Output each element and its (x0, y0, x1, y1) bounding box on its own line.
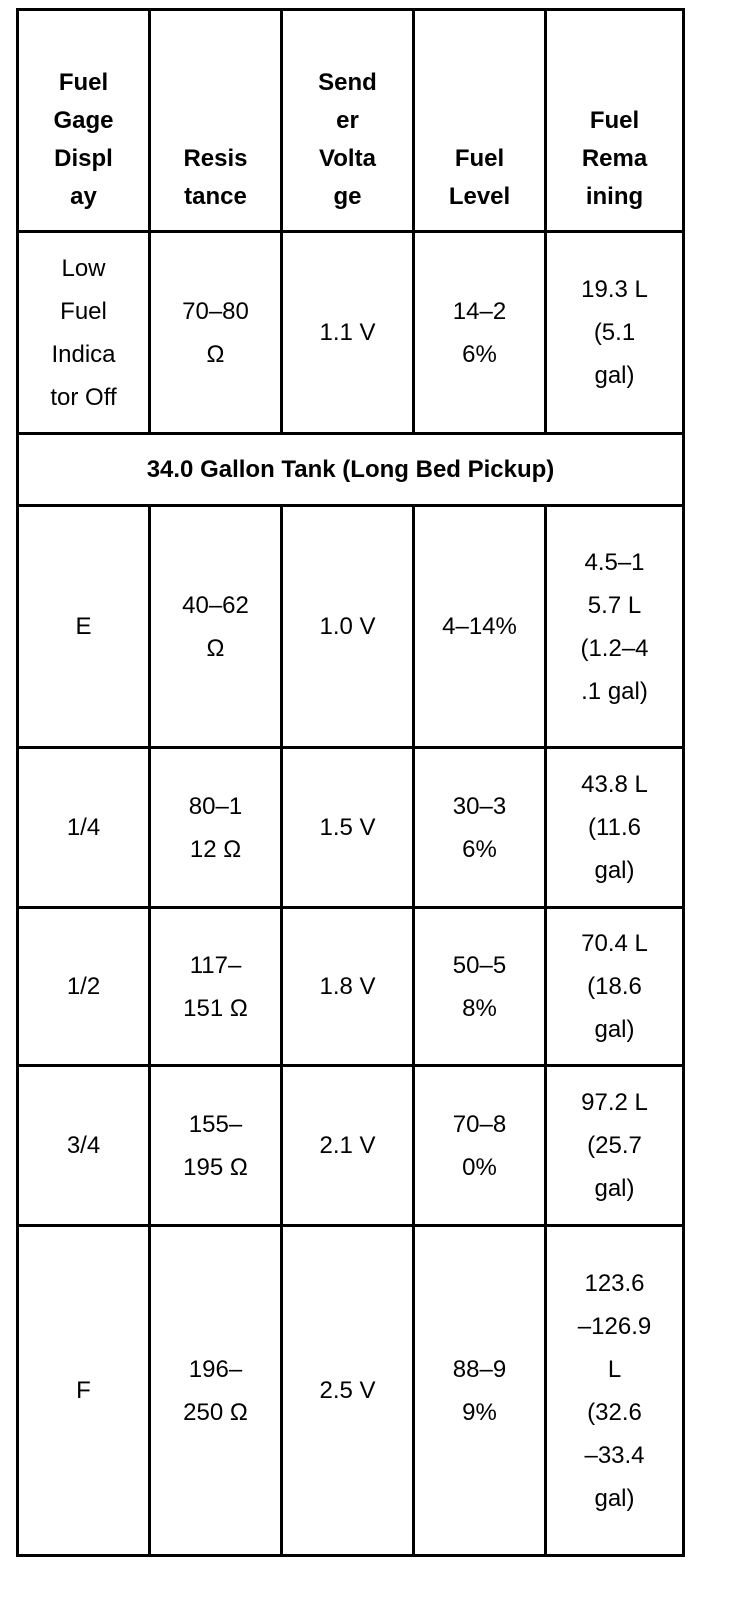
cell-remaining (546, 1226, 684, 1556)
cell-text-line: (18.6 (587, 973, 642, 1000)
cell-text-line: 70.4 L (581, 930, 648, 957)
cell-text-line: 50–5 (452, 951, 507, 979)
cell-remaining (546, 908, 684, 1066)
cell-text-line: Displ (54, 145, 113, 172)
cell-text-line: F (76, 1377, 91, 1404)
cell-text-line: gal) (594, 362, 635, 389)
cell-level (414, 232, 546, 434)
cell-text-line: Gage (53, 107, 114, 134)
cell-text-line: 43.8 L (581, 771, 648, 798)
cell-text-line: 117– (189, 951, 242, 979)
cell-voltage (282, 1226, 414, 1556)
cell-text-line: 6% (462, 835, 497, 863)
cell-text-line: gal) (594, 1484, 635, 1512)
cell-text-line: Indica (51, 340, 116, 368)
cell-resistance (150, 748, 282, 908)
cell-text-line: 4–14% (442, 613, 517, 640)
table-row (18, 1066, 684, 1226)
cell-level (414, 1066, 546, 1226)
section-title: 34.0 Gallon Tank (Long Bed Pickup) (18, 434, 684, 506)
cell-level (414, 1226, 546, 1556)
cell-text-line: Fuel (589, 107, 640, 134)
cell-text-line: 1/4 (66, 814, 101, 841)
header-fuel-gage-display (18, 10, 150, 232)
table-row (18, 232, 684, 434)
cell-level (414, 748, 546, 908)
cell-text-line: 2.1 V (319, 1132, 376, 1159)
cell-text-line: 3/4 (66, 1132, 101, 1159)
cell-remaining (546, 232, 684, 434)
cell-text-line: Low (61, 254, 106, 282)
cell-text-line: –126.9 (577, 1312, 652, 1340)
cell-text-line: (5.1 (593, 319, 636, 346)
cell-text-line: 40–62 (182, 591, 249, 619)
cell-text-line: 0% (462, 1153, 497, 1181)
cell-text-line: 195 Ω (183, 1153, 248, 1181)
cell-text-line: (32.6 (587, 1398, 642, 1426)
cell-voltage (282, 908, 414, 1066)
cell-display (18, 232, 150, 434)
cell-text-line: 97.2 L (581, 1089, 648, 1116)
cell-text-line: er (336, 107, 359, 134)
cell-remaining (546, 748, 684, 908)
cell-text-line: 155– (188, 1110, 243, 1138)
cell-text-line: ining (585, 183, 644, 210)
cell-text-line: 2.5 V (319, 1377, 376, 1404)
cell-text-line: –33.4 (584, 1441, 645, 1469)
cell-text-line: 1.8 V (319, 973, 376, 1000)
cell-text-line: 1.1 V (319, 319, 376, 346)
cell-text-line: tor Off (50, 383, 117, 411)
cell-display (18, 1066, 150, 1226)
cell-text-line: Level (448, 183, 511, 210)
header-fuel-level (414, 10, 546, 232)
cell-text-line: Resis (183, 145, 248, 172)
cell-text-line: 80–1 (188, 792, 243, 820)
cell-text-line: Ω (206, 340, 225, 368)
header-sender-voltage (282, 10, 414, 232)
cell-resistance (150, 1066, 282, 1226)
cell-display (18, 748, 150, 908)
cell-resistance (150, 1226, 282, 1556)
cell-text-line: 30–3 (452, 792, 507, 820)
cell-text-line: ay (70, 183, 97, 210)
table-row (18, 1226, 684, 1556)
cell-text-line: 151 Ω (183, 994, 248, 1022)
cell-text-line: tance (184, 183, 247, 210)
cell-voltage (282, 232, 414, 434)
cell-text-line: 5.7 L (587, 591, 642, 619)
cell-text-line: ge (333, 183, 362, 210)
fuel-gage-table (16, 8, 685, 1557)
table-row (18, 748, 684, 908)
cell-text-line: 6% (462, 340, 497, 368)
cell-text-line: 196– (188, 1355, 243, 1383)
cell-text-line: Fuel (454, 145, 505, 172)
cell-text-line: 8% (462, 994, 497, 1022)
cell-level (414, 506, 546, 748)
cell-level (414, 908, 546, 1066)
cell-text-line: Send (318, 69, 377, 96)
cell-text-line: Rema (581, 145, 648, 172)
header-fuel-remaining (546, 10, 684, 232)
cell-text-line: 1/2 (66, 973, 101, 1000)
cell-remaining (546, 506, 684, 748)
cell-remaining (546, 1066, 684, 1226)
table-row (18, 506, 684, 748)
cell-text-line: Ω (206, 634, 225, 662)
cell-text-line: 123.6 (584, 1269, 645, 1297)
cell-text-line: 70–80 (182, 297, 249, 325)
cell-text-line: .1 gal) (581, 677, 648, 705)
cell-text-line: E (75, 613, 92, 640)
cell-text-line: L (607, 1355, 622, 1383)
table-row (18, 908, 684, 1066)
cell-voltage (282, 506, 414, 748)
cell-text-line: Fuel (60, 297, 107, 325)
cell-text-line: 4.5–1 (584, 548, 645, 576)
cell-text-line: gal) (594, 1175, 635, 1202)
cell-text-line: 250 Ω (183, 1398, 248, 1426)
cell-resistance (150, 908, 282, 1066)
cell-text-line: (25.7 (587, 1132, 642, 1159)
cell-text-line: 19.3 L (581, 276, 648, 303)
cell-text-line: gal) (594, 1016, 635, 1043)
section-title-row (18, 434, 684, 506)
cell-text-line: (11.6 (588, 814, 641, 841)
cell-text-line: (1.2–4 (580, 634, 649, 662)
cell-voltage (282, 1066, 414, 1226)
table-header-row (18, 10, 684, 232)
cell-resistance (150, 506, 282, 748)
cell-text-line: 70–8 (452, 1110, 507, 1138)
cell-text-line: 12 Ω (189, 835, 242, 863)
cell-text-line: gal) (594, 857, 635, 884)
cell-text-line: 14–2 (452, 297, 507, 325)
cell-text-line: Volta (319, 145, 376, 172)
cell-text-line: 1.0 V (319, 613, 376, 640)
cell-display (18, 506, 150, 748)
cell-text-line: Fuel (58, 69, 109, 96)
cell-text-line: 9% (462, 1398, 497, 1426)
cell-display (18, 1226, 150, 1556)
cell-display (18, 908, 150, 1066)
cell-voltage (282, 748, 414, 908)
cell-text-line: 88–9 (452, 1355, 507, 1383)
cell-text-line: 1.5 V (319, 814, 376, 841)
header-resistance (150, 10, 282, 232)
cell-resistance (150, 232, 282, 434)
